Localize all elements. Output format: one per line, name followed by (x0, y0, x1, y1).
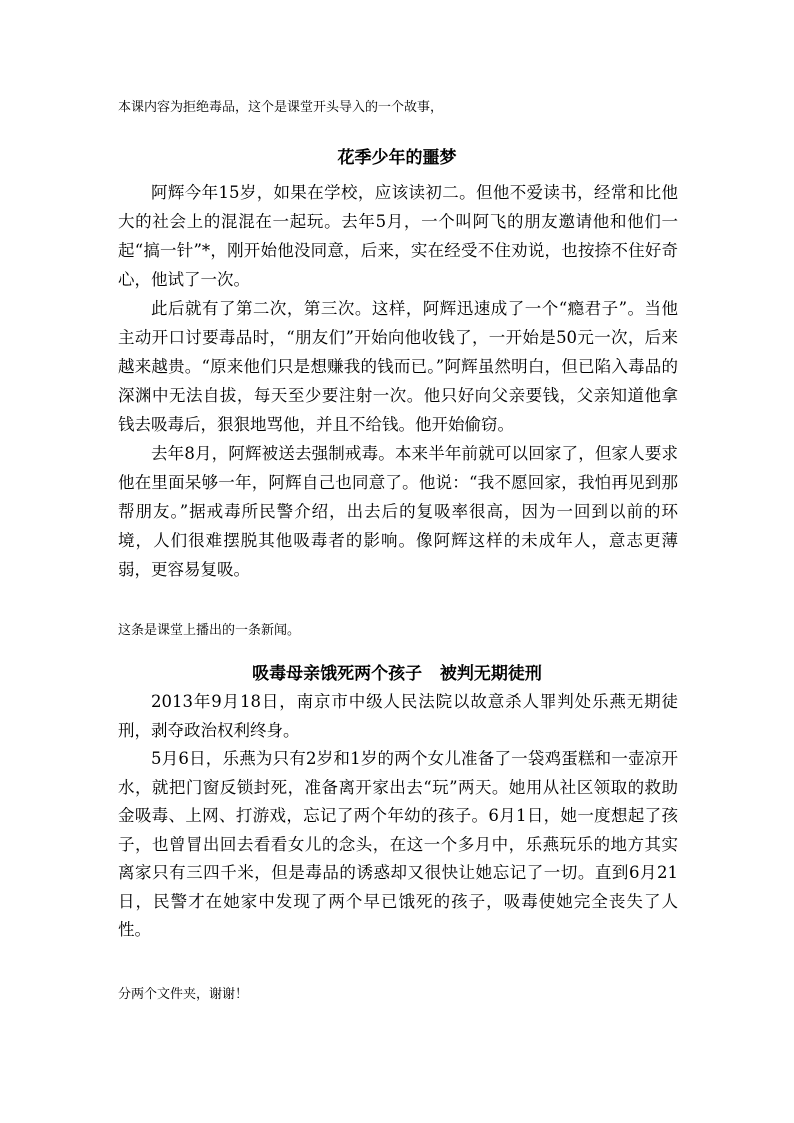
story1-paragraph: 阿辉今年15岁，如果在学校，应该读初二。但他不爱读书，经常和比他大的社会上的混混在一起玩。去年5月，一个叫阿飞的朋友邀请他和他们一起“搞一针”*，刚开始他没同意，后来，实在经受不住劝说，也按捺不住好奇心，他试了一次。 (118, 183, 678, 289)
story1-title: 花季少年的噩梦 (337, 148, 457, 168)
story2-body (118, 688, 678, 945)
closing-note: 分两个文件夹，谢谢！ (118, 987, 249, 1002)
story1-body (118, 178, 678, 584)
news-note: 这条是课堂上播出的一条新闻。 (118, 623, 301, 638)
story2-title: 吸毒母亲饿死两个孩子 被判无期徒刑 (252, 664, 542, 684)
story2-paragraph: 2013年9月18日，南京市中级人民法院以故意杀人罪判处乐燕无期徒刑，剥夺政治权利终身。 (118, 692, 678, 740)
intro-note: 本课内容为拒绝毒品，这个是课堂开头导入的一个故事， (118, 100, 444, 115)
story1-paragraph: 去年8月，阿辉被送去强制戒毒。本来半年前就可以回家了，但家人要求他在里面呆够一年，阿辉自己也同意了。他说：“我不愿回家，我怕再见到那帮朋友。”据戒毒所民警介绍，出去后的复吸率很高，因为一回到以前的环境，人们很难摆脱其他吸毒者的影响。像阿辉这样的未成年人，意志更薄弱，更容易复吸。 (118, 444, 678, 579)
story2-paragraph: 5月6日，乐燕为只有2岁和1岁的两个女儿准备了一袋鸡蛋糕和一壶凉开水，就把门窗反锁封死，准备离开家出去“玩”两天。她用从社区领取的救助金吸毒、上网、打游戏，忘记了两个年幼的孩子。6月1日，她一度想起了孩子，也曾冒出回去看看女儿的念头，在这一个多月中，乐燕玩乐的地方其实离家只有三四千米，但是毒品的诱惑却又很快让她忘记了一切。直到6月21日，民警才在她家中发现了两个早已饿死的孩子，吸毒使她完全丧失了人性。 (118, 749, 678, 939)
story1-paragraph: 此后就有了第二次，第三次。这样，阿辉迅速成了一个“瘾君子”。当他主动开口讨要毒品时，“朋友们”开始向他收钱了，一开始是50元一次，后来越来越贵。“原来他们只是想赚我的钱而已。”阿辉虽然明白，但已陷入毒品的深渊中无法自拔，每天至少要注射一次。他只好向父亲要钱，父亲知道他拿钱去吸毒后，狠狠地骂他，并且不给钱。他开始偷窃。 (118, 299, 678, 434)
